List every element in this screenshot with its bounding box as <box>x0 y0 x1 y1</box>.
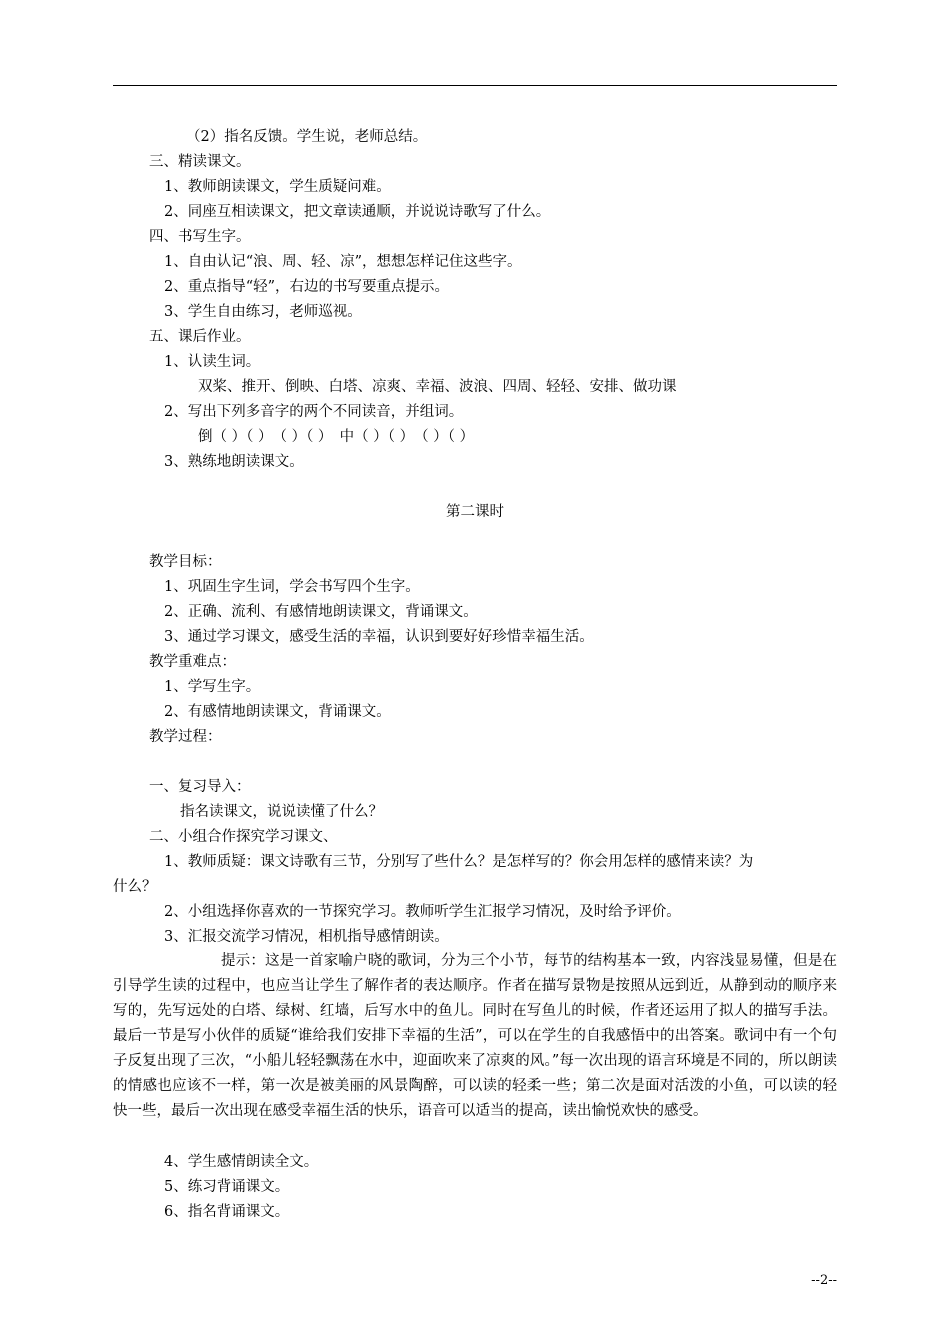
text-line: （2）指名反馈。学生说，老师总结。 <box>186 129 428 145</box>
page-number: --2-- <box>811 1273 837 1288</box>
text-line: 3、学生自由练习，老师巡视。 <box>164 304 362 320</box>
text-line: 3、通过学习课文，感受生活的幸福，认识到要好好珍惜幸福生活。 <box>164 629 594 645</box>
text-line: 2、小组选择你喜欢的一节探究学习。教师听学生汇报学习情况，及时给予评价。 <box>164 904 681 920</box>
text-line: 1、自由认记“浪、周、轻、凉”，想想怎样记住这些字。 <box>164 254 522 270</box>
text-line: 3、汇报交流学习情况，相机指导感情朗读。 <box>164 929 449 945</box>
section-heading: 教学重难点： <box>149 654 236 670</box>
text-line: 2、有感情地朗读课文，背诵课文。 <box>164 704 391 720</box>
text-line: 1、巩固生字生词，学会书写四个生字。 <box>164 579 420 595</box>
text-line: 1、认读生词。 <box>164 354 261 370</box>
text-line: 5、练习背诵课文。 <box>164 1179 290 1195</box>
section-heading: 教学目标： <box>149 554 222 570</box>
text-line: 3、熟练地朗读课文。 <box>164 454 304 470</box>
header-rule <box>113 85 837 86</box>
section-heading: 二、小组合作探究学习课文、 <box>149 829 338 845</box>
hint-paragraph: 提示：这是一首家喻户晓的歌词，分为三个小节，每节的结构基本一致，内容浅显易懂，但是在引导学生读的过程中，也应当让学生了解作者的表达顺序。作者在描写景物是按照从远到近，从静到动的顺序来写的，先写远处的白塔、绿树、红墙，后写水中的鱼儿。同时在写鱼儿的时候，作者还运用了拟人的描写手法。最后一节是写小伙伴的质疑“谁给我们安排下幸福的生活”，可以在学生的自我感悟中的出答案。歌词中有一个句子反复出现了三次，“小船儿轻轻飘荡在水中，迎面吹来了凉爽的风。”每一次出现的语言环境是不同的，所以朗读的情感也应该不一样，第一次是被美丽的风景陶醉，可以读的轻柔一些；第二次是面对活泼的小鱼，可以读的轻快一些，最后一次出现在感受幸福生活的快乐，语音可以适当的提高，读出愉悦欢快的感受。 <box>113 953 837 1119</box>
text-line: 指名读课文，说说读懂了什么？ <box>180 804 383 820</box>
polyphone-blanks: 倒（ ）（ ） （ ）（ ） 中（ ）（ ） （ ）（ ） <box>198 429 475 445</box>
text-line: 1、教师质疑：课文诗歌有三节，分别写了些什么？是怎样写的？你会用怎样的感情来读？为 <box>164 854 754 870</box>
text-line: 1、教师朗读课文，学生质疑问难。 <box>164 179 391 195</box>
section-heading: 四、书写生字。 <box>149 229 251 245</box>
text-line: 2、写出下列多音字的两个不同读音，并组词。 <box>164 404 464 420</box>
text-line: 2、重点指导“轻”，右边的书写要重点提示。 <box>164 279 450 295</box>
text-line: 1、学写生字。 <box>164 679 261 695</box>
text-line: 2、同座互相读课文，把文章读通顺，并说说诗歌写了什么。 <box>164 204 551 220</box>
section-title: 第二课时 <box>446 504 504 520</box>
text-line: 什么？ <box>113 879 157 895</box>
section-heading: 一、复习导入： <box>149 779 251 795</box>
section-heading: 教学过程： <box>149 729 222 745</box>
text-line: 2、正确、流利、有感情地朗读课文，背诵课文。 <box>164 604 478 620</box>
section-heading: 三、精读课文。 <box>149 154 251 170</box>
section-heading: 五、课后作业。 <box>149 329 251 345</box>
text-line: 6、指名背诵课文。 <box>164 1204 290 1220</box>
vocabulary-list: 双桨、推开、倒映、白塔、凉爽、幸福、波浪、四周、轻轻、安排、做功课 <box>198 379 677 395</box>
text-line: 4、学生感情朗读全文。 <box>164 1154 319 1170</box>
